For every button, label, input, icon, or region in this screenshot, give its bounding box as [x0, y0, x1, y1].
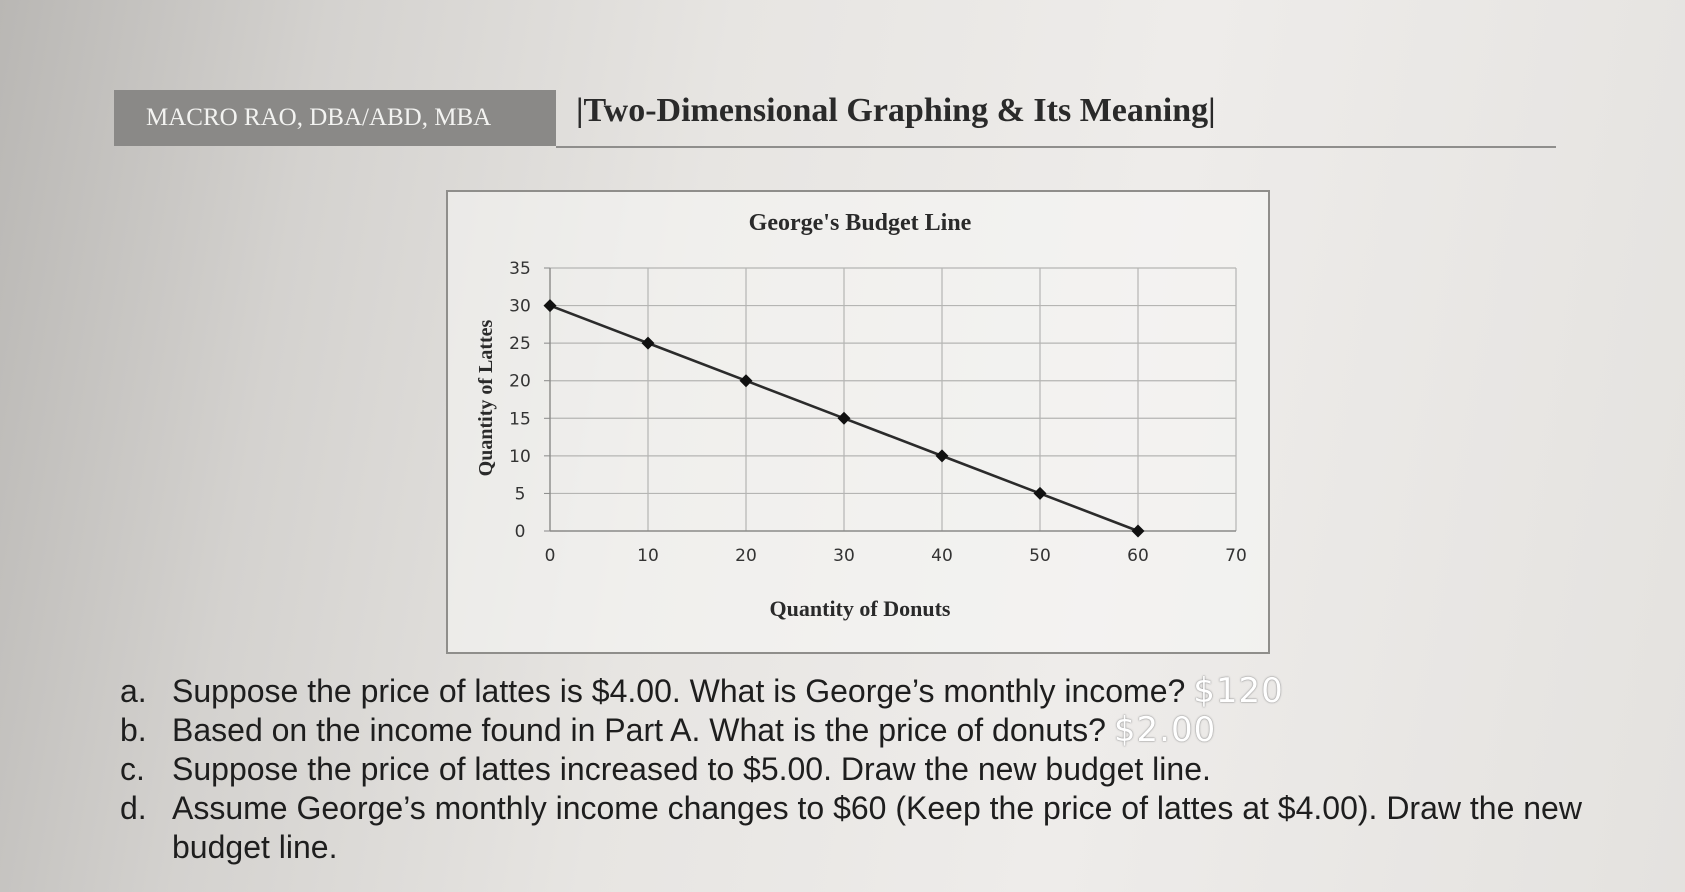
data-point [936, 449, 949, 462]
data-point [740, 374, 753, 387]
handwritten-answer: $120 [1193, 671, 1284, 711]
data-point [838, 412, 851, 425]
y-axis-label: Quantity of Lattes [475, 319, 497, 477]
data-point [642, 337, 655, 350]
question-text: Based on the income found in Part A. What is the price of donuts? [172, 712, 1106, 748]
question-list [120, 672, 1620, 867]
budget-line-chart [448, 192, 1268, 652]
x-tick-label: 30 [833, 546, 855, 566]
question-marker: a. [120, 673, 147, 709]
y-tick-label: 30 [509, 296, 531, 317]
question-b [120, 711, 1620, 750]
course-label: MACRO RAO, DBA/ABD, MBA [114, 90, 556, 146]
y-tick-label: 15 [509, 409, 531, 430]
x-tick-label: 40 [931, 546, 953, 566]
y-tick-label: 20 [509, 371, 531, 392]
x-tick-label: 10 [637, 546, 659, 566]
y-tick-label: 25 [509, 334, 531, 355]
x-tick-label: 20 [735, 546, 757, 566]
question-text: Suppose the price of lattes increased to $5.00. Draw the new budget line. [172, 751, 1211, 787]
handwritten-answer: $2.00 [1113, 710, 1217, 750]
question-c [120, 750, 1620, 789]
question-a [120, 672, 1620, 711]
x-tick-label: 0 [544, 546, 556, 566]
chart-title: George's Budget Line [748, 210, 972, 236]
x-tick-label: 50 [1029, 546, 1051, 566]
x-tick-label: 60 [1127, 546, 1149, 566]
question-marker: b. [120, 712, 147, 748]
question-marker: d. [120, 790, 147, 826]
question-text: Suppose the price of lattes is $4.00. What is George’s monthly income? [172, 673, 1186, 709]
header-divider [556, 146, 1556, 148]
page-title: |Two-Dimensional Graphing & Its Meaning| [576, 92, 1216, 129]
grid [544, 268, 1236, 531]
x-axis-label: Quantity of Donuts [769, 596, 951, 621]
y-tick-label: 0 [514, 522, 526, 542]
data-point [1132, 525, 1145, 538]
y-tick-label: 5 [514, 484, 526, 505]
chart-frame [446, 190, 1270, 654]
y-tick-label: 35 [509, 259, 531, 279]
data-point [1034, 487, 1047, 500]
question-text: Assume George’s monthly income changes to $60 (Keep the price of lattes at $4.00). Draw the new budget line. [172, 790, 1582, 865]
question-marker: c. [120, 751, 145, 787]
y-tick-label: 10 [509, 446, 531, 467]
x-tick-label: 70 [1225, 546, 1247, 566]
data-point [544, 299, 557, 312]
question-d [120, 789, 1620, 867]
